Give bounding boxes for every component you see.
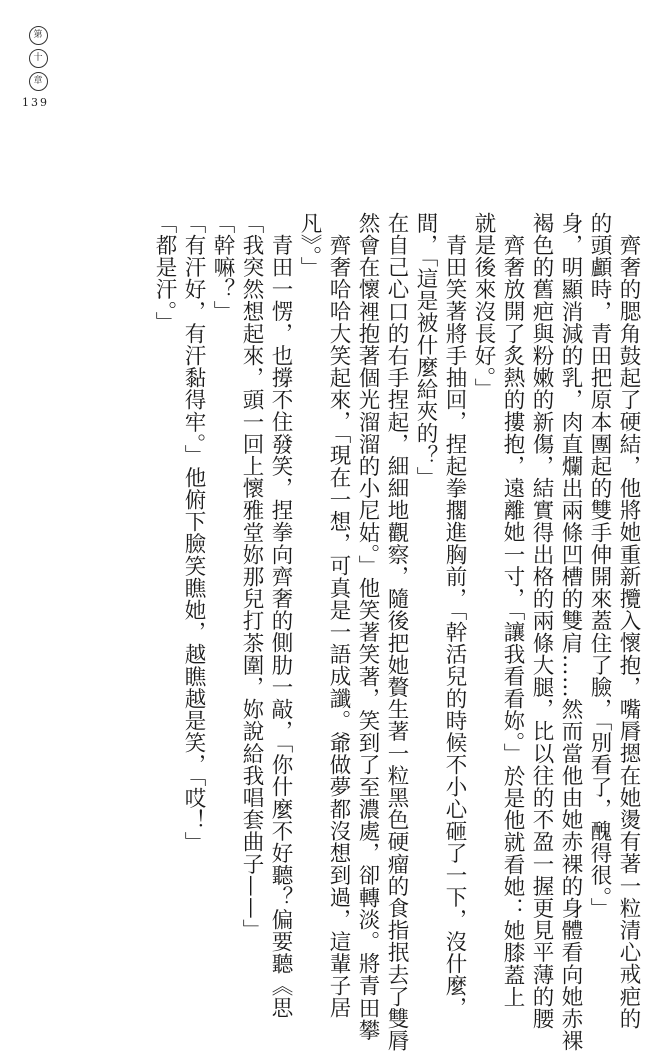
text-column: 齊奢的腮角鼓起了硬結，他將她重新攬入懷抱，嘴脣摁在她燙有著一粒清心戒疤的	[616, 234, 641, 1030]
text-column: 然會在懷裡抱著個光溜溜的小尼姑。」他笑著笑著，笑到了至濃處，卻轉淡。將青田攀	[355, 212, 380, 1042]
page-number: 139	[22, 96, 49, 109]
chapter-char: 十	[29, 49, 48, 68]
text-column: 青田笑著將手抽回，捏起拳擱進胸前，「幹活兒的時候不小心砸了一下，沒什麼，	[442, 234, 467, 1019]
body-text	[128, 212, 643, 1052]
chapter-char: 第	[29, 26, 48, 45]
text-column: 「我突然想起來，頭一回上懷雅堂妳那兒打茶圍，妳說給我唱套曲子——」	[239, 212, 264, 942]
text-column: 「幹嘛？」	[210, 212, 235, 323]
chapter-char: 章	[29, 72, 48, 91]
text-column: 身，明顯消減的乳，肉直爛出兩條凹槽的雙肩……然而當他由她赤裸的身體看向她赤裸	[558, 212, 583, 1052]
text-column: 間，「這是被什麼給夾的？」	[413, 212, 438, 489]
text-column: 齊奢放開了炙熱的摟抱，遠離她一寸，「讓我看看妳。」於是他就看她：她膝蓋上	[500, 234, 525, 1009]
text-column: 青田一愣，也撐不住發笑，捏拳向齊奢的側肋一敲，「你什麼不好聽？偏要聽《思	[268, 234, 293, 1019]
text-column: 凡》。」	[297, 212, 322, 279]
text-column: 褐色的舊疤與粉嫩的新傷，結實得出格的兩條大腿，比以往的不盈一握更見平薄的腰	[529, 212, 554, 1030]
text-column: 「都是汗。」	[152, 212, 177, 334]
text-column: 的頭顱時，青田把原本團起的雙手伸開來蓋住了臉，「別看了，醜得很。」	[587, 212, 612, 920]
text-column: 「有汗好，有汗黏得牢。」他俯下臉笑瞧她，越瞧越是笑，「哎！」	[181, 212, 206, 854]
text-column: 齊奢哈哈大笑起來，「現在一想，可真是一語成讖。爺做夢都沒想到過，這輩子居	[326, 234, 351, 1019]
chapter-marker	[28, 26, 48, 95]
text-column: 就是後來沒長好。」	[471, 212, 496, 401]
text-column: 在自己心口的右手捏起，細細地觀察，隨後把她贅生著一粒黑色硬瘤的食指抿去了雙脣	[384, 212, 409, 1052]
